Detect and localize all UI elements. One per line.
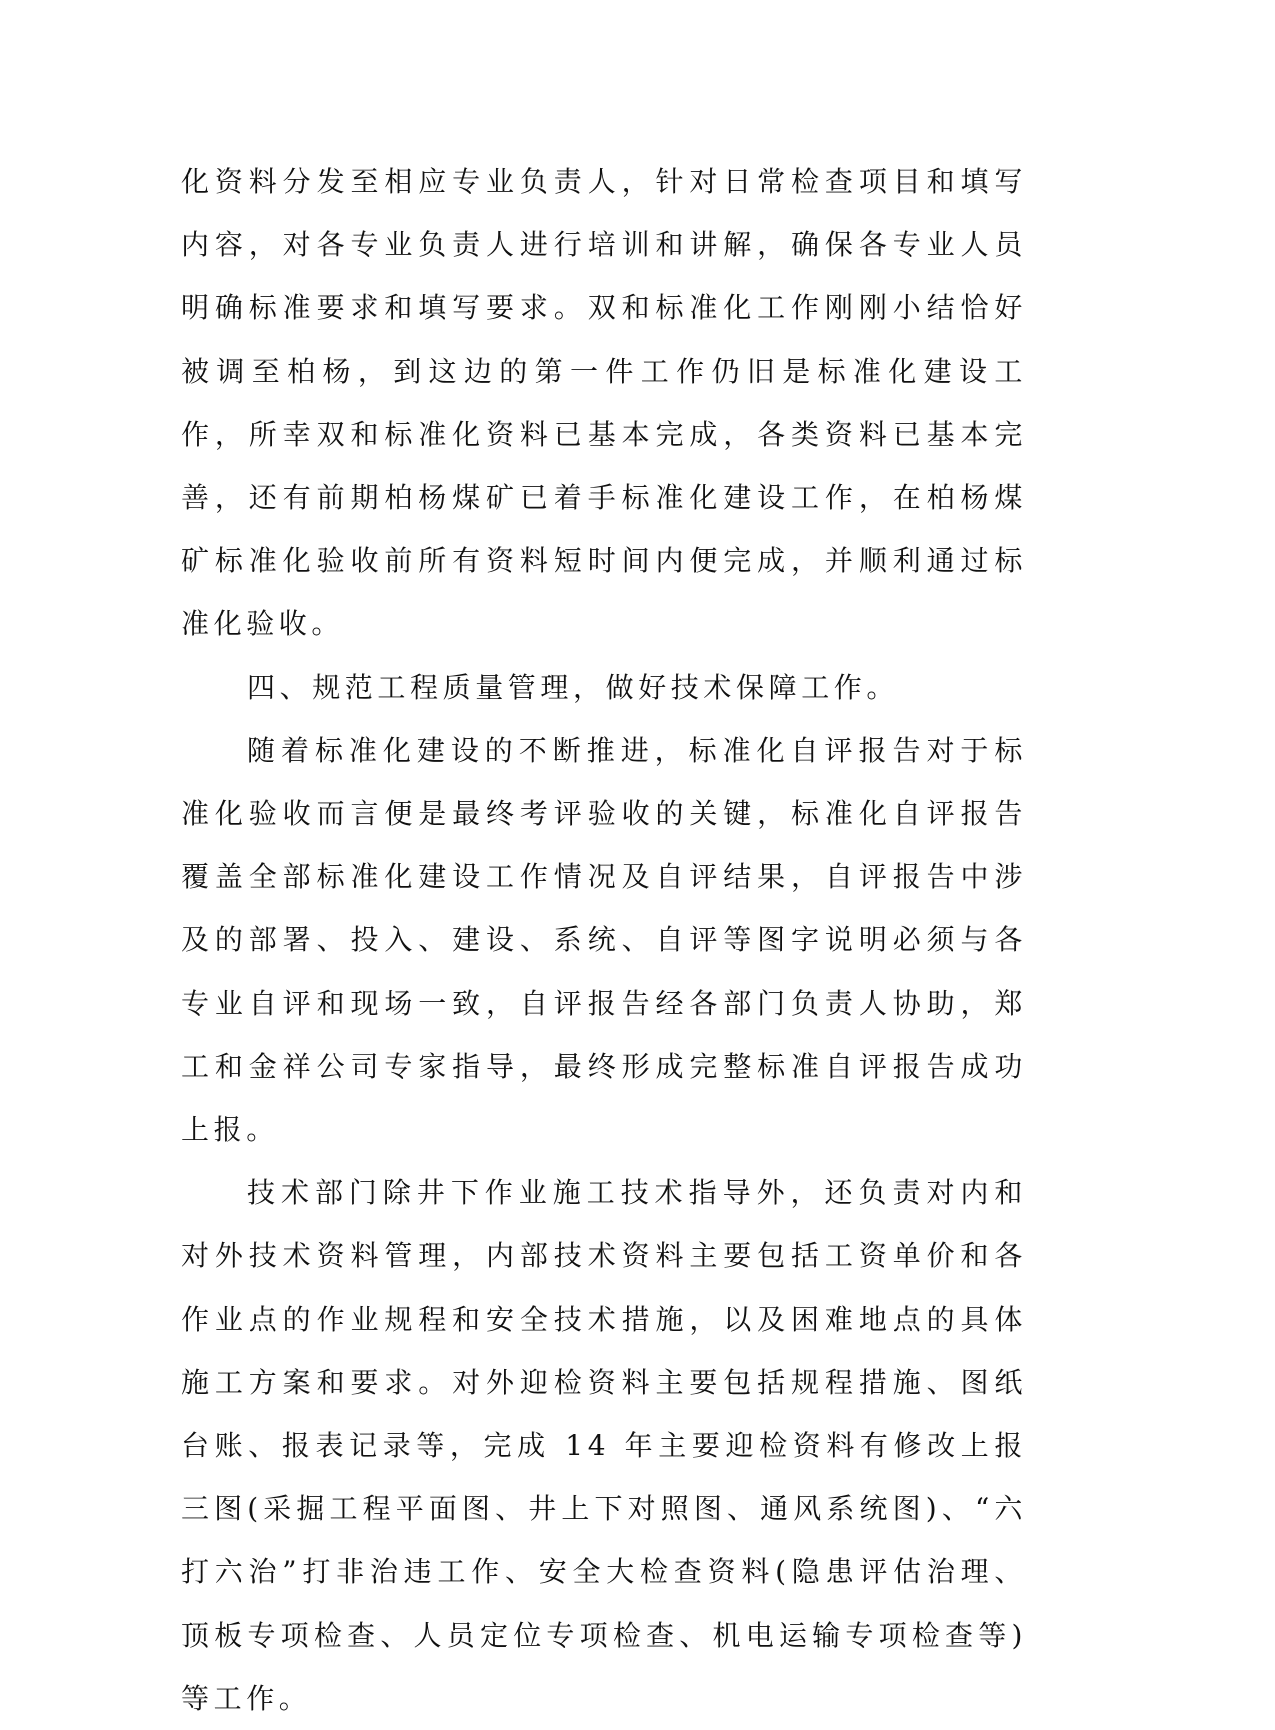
section-heading: 四、规范工程质量管理，做好技术保障工作。 [247, 670, 900, 704]
paragraph-continuation: 化资料分发至相应专业负责人，针对日常检查项目和填写内容，对各专业负责人进行培训和讲解，确保各专业人员明确标准要求和填写要求。双和标准化工作刚刚小结恰好被调至柏杨，到这边的第一件工作仍旧是标准化建设工作，所幸双和标准化资料已基本完成，各类资料已基本完善，还有前期柏杨煤矿已着手标准化建设工作，在柏杨煤矿标准化验收前所有资料短时间内便完成，并顺利通过标准化验收。 [181, 165, 1027, 641]
document-body [181, 150, 1027, 1730]
paragraph-self-assessment: 随着标准化建设的不断推进，标准化自评报告对于标准化验收而言便是最终考评验收的关键，标准化自评报告覆盖全部标准化建设工作情况及自评结果，自评报告中涉及的部署、投入、建设、系统、自评等图字说明必须与各专业自评和现场一致，自评报告经各部门负责人协助，郑工和金祥公司专家指导，最终形成完整标准自评报告成功上报。 [181, 733, 1027, 1147]
paragraph-technical-documents: 技术部门除井下作业施工技术指导外，还负责对内和对外技术资料管理，内部技术资料主要包括工资单价和各作业点的作业规程和安全技术措施，以及困难地点的具体施工方案和要求。对外迎检资料主要包括规程措施、图纸台账、报表记录等，完成 14 年主要迎检资料有修改上报三图(采掘工程平面图、井上下对照图、通风系统图)、“六打六治”打非治违工作、安全大检查资料(隐患评估治理、顶板专项检查、人员定位专项检查、机电运输专项检查等)等工作。 [181, 1176, 1027, 1715]
